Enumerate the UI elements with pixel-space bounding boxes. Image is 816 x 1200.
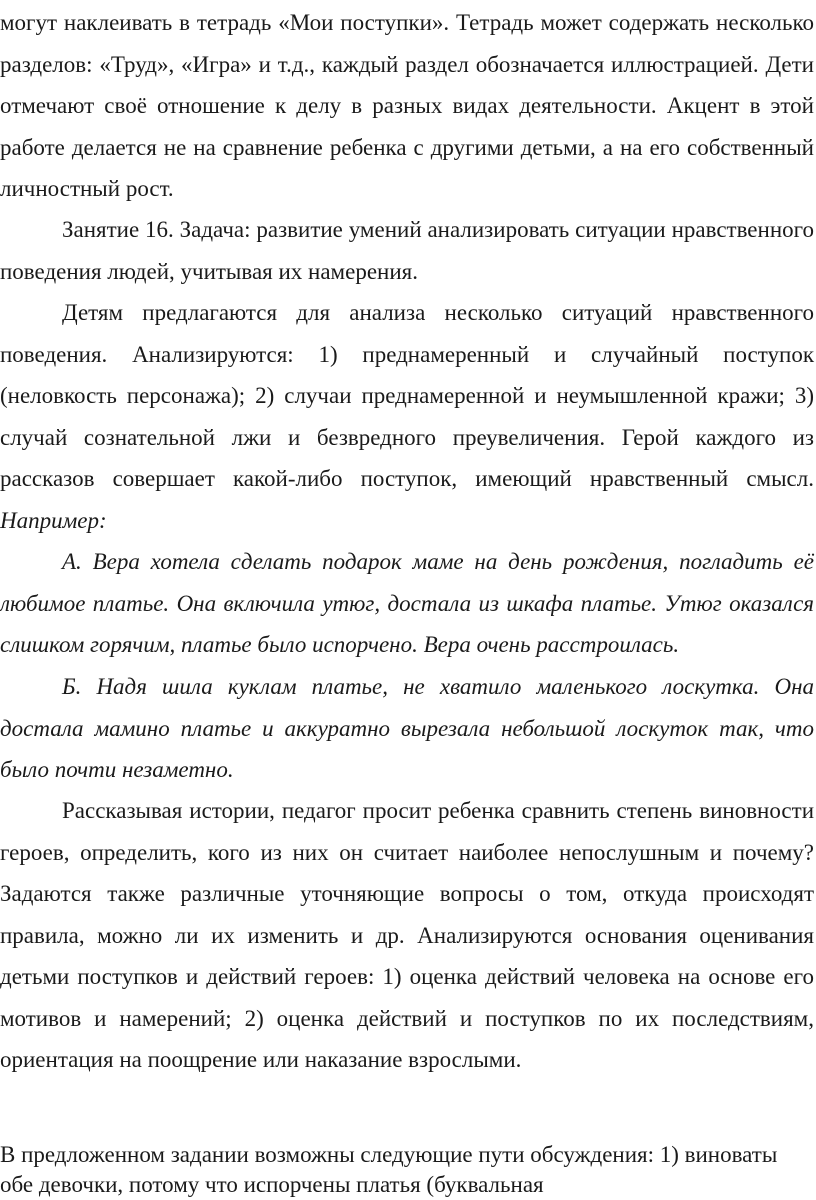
example-label: Например: xyxy=(0,507,107,533)
paragraph-lesson-16: Занятие 16. Задача: развитие умений анализировать ситуации нравственного поведения людей, учитывая их намерения. xyxy=(0,217,814,284)
paragraph-notebook-continuation: могут наклеивать в тетрадь «Мои поступки». Тетрадь может содержать несколько разделов: «Труд», «Игра» и т.д., каждый раздел обозначается иллюстрацией. Дети отмечают своё отношение к делу в разных видах деятельности. Акцент в этой работе делается не на сравнение ребенка с другими детьми, а на его собственный личностный рост. xyxy=(0,10,814,201)
paragraph-teacher-questions: Рассказывая истории, педагог просит ребенка сравнить степень виновности героев, определить, кого из них он считает наиболее непослушным и почему? Задаются также различные уточняющие вопросы о том, откуда происходят правила, можно ли их изменить и др. Анализируются основания оценивания детьми поступков и действий героев: 1) оценка действий человека на основе его мотивов и намерений; 2) оценка действий и поступков по их последствиям, ориентация на поощрение или наказание взрослыми. xyxy=(0,798,814,1072)
story-a-vera: А. Вера хотела сделать подарок маме на день рождения, погладить её любимое платье. Она включила утюг, достала из шкафа платье. Утюг оказался слишком горячим, платье было испорчено. Вера очень расстроилась. xyxy=(0,549,814,657)
situations-analysis-text: Детям предлагаются для анализа несколько ситуаций нравственного поведения. Анализируются: 1) преднамеренный и случайный поступок (неловкость персонажа); 2) случаи преднамеренной и неумышленной кражи; 3) случай сознательной лжи и безвредного преувеличения. Герой каждого из рассказов совершает какой-либо поступок, имеющий нравственный смысл. xyxy=(0,300,814,491)
paragraph-discussion-paths: В предложенном задании возможны следующие пути обсуждения: 1) виноваты обе девочки, потому что испорчены платья (буквальная xyxy=(0,1142,778,1197)
story-b-nadya: Б. Надя шила куклам платье, не хватило маленького лоскутка. Она достала мамино платье и аккуратно вырезала небольшой лоскуток так, что было почти незаметно. xyxy=(0,674,814,782)
paragraph-situations-analysis xyxy=(0,292,814,541)
